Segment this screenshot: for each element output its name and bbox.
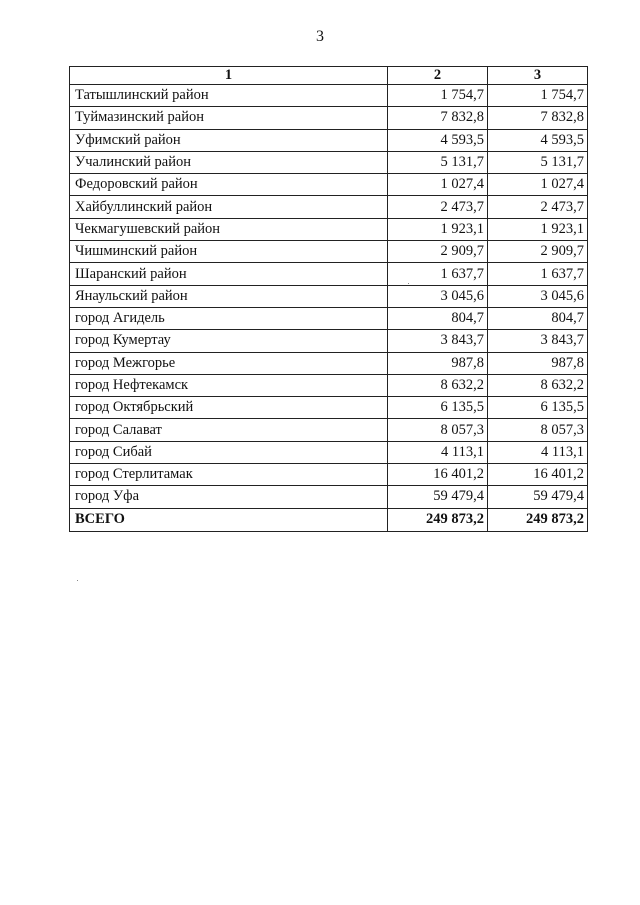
row-value-col2: 2 909,7 [388, 241, 488, 263]
row-value-col3: 1 923,1 [488, 218, 588, 240]
row-value-col3: 59 479,4 [488, 486, 588, 508]
row-value-col2: 804,7 [388, 307, 488, 329]
row-name-cell: Янаульский район [70, 285, 388, 307]
row-value-col3: 1 027,4 [488, 174, 588, 196]
row-name-cell: город Межгорье [70, 352, 388, 374]
table-row [70, 218, 588, 240]
table-row [70, 174, 588, 196]
row-value-col3: 3 843,7 [488, 330, 588, 352]
row-name-cell: город Агидель [70, 307, 388, 329]
row-name-cell: Шаранский район [70, 263, 388, 285]
table-row [70, 307, 588, 329]
row-value-col3: 2 909,7 [488, 241, 588, 263]
row-value-col2: 16 401,2 [388, 464, 488, 486]
row-value-col3: 8 057,3 [488, 419, 588, 441]
row-name-cell: Чишминский район [70, 241, 388, 263]
row-value-col2: 1 754,7 [388, 85, 488, 107]
row-name-cell: город Уфа [70, 486, 388, 508]
table-row [70, 151, 588, 173]
row-value-col3: 987,8 [488, 352, 588, 374]
row-value-col2: 8 632,2 [388, 374, 488, 396]
row-value-col2: 3 843,7 [388, 330, 488, 352]
row-name-cell: город Сибай [70, 441, 388, 463]
row-value-col3: 4 593,5 [488, 129, 588, 151]
row-value-col3: 2 473,7 [488, 196, 588, 218]
row-name-cell: Татышлинский район [70, 85, 388, 107]
row-value-col2: 987,8 [388, 352, 488, 374]
page-number: 3 [316, 28, 324, 45]
column-header-2: 2 [388, 67, 488, 85]
row-value-col3: 6 135,5 [488, 397, 588, 419]
table-row [70, 374, 588, 396]
table-row [70, 85, 588, 107]
row-value-col2: 7 832,8 [388, 107, 488, 129]
row-value-col2: 3 045,6 [388, 285, 488, 307]
row-value-col2: 8 057,3 [388, 419, 488, 441]
row-value-col2: 1 027,4 [388, 174, 488, 196]
row-name-cell: город Салават [70, 419, 388, 441]
table-row [70, 285, 588, 307]
total-value-col3: 249 873,2 [488, 508, 588, 531]
row-value-col3: 16 401,2 [488, 464, 588, 486]
row-value-col2: 59 479,4 [388, 486, 488, 508]
table-row [70, 107, 588, 129]
row-value-col2: 6 135,5 [388, 397, 488, 419]
row-name-cell: город Стерлитамак [70, 464, 388, 486]
table-row [70, 464, 588, 486]
row-value-col3: 1 637,7 [488, 263, 588, 285]
row-value-col3: 3 045,6 [488, 285, 588, 307]
row-name-cell: Уфимский район [70, 129, 388, 151]
row-value-col2: 1 923,1 [388, 218, 488, 240]
row-value-col3: 8 632,2 [488, 374, 588, 396]
table-row [70, 330, 588, 352]
row-value-col2: 1 637,7 [388, 263, 488, 285]
table-row [70, 441, 588, 463]
row-name-cell: Туймазинский район [70, 107, 388, 129]
scan-speck [408, 283, 409, 284]
table-header [70, 67, 588, 85]
row-name-cell: город Кумертау [70, 330, 388, 352]
row-value-col3: 804,7 [488, 307, 588, 329]
column-header-3: 3 [488, 67, 588, 85]
total-row [70, 508, 588, 531]
row-value-col2: 4 113,1 [388, 441, 488, 463]
row-value-col2: 5 131,7 [388, 151, 488, 173]
row-value-col2: 2 473,7 [388, 196, 488, 218]
scan-speck [77, 580, 78, 581]
total-label-cell: ВСЕГО [70, 508, 388, 531]
row-name-cell: Федоровский район [70, 174, 388, 196]
table-row [70, 486, 588, 508]
table-row [70, 263, 588, 285]
row-name-cell: Чекмагушевский район [70, 218, 388, 240]
table-row [70, 397, 588, 419]
row-value-col3: 7 832,8 [488, 107, 588, 129]
row-name-cell: Учалинский район [70, 151, 388, 173]
table-row [70, 352, 588, 374]
row-value-col3: 4 113,1 [488, 441, 588, 463]
header-row [70, 67, 588, 85]
row-name-cell: город Октябрьский [70, 397, 388, 419]
row-value-col2: 4 593,5 [388, 129, 488, 151]
row-value-col3: 1 754,7 [488, 85, 588, 107]
row-name-cell: город Нефтекамск [70, 374, 388, 396]
table-row [70, 419, 588, 441]
budget-table [69, 66, 588, 532]
column-header-1: 1 [70, 67, 388, 85]
table-row [70, 241, 588, 263]
table-row [70, 129, 588, 151]
row-name-cell: Хайбуллинский район [70, 196, 388, 218]
total-value-col2: 249 873,2 [388, 508, 488, 531]
row-value-col3: 5 131,7 [488, 151, 588, 173]
table-row [70, 196, 588, 218]
table-body [70, 85, 588, 532]
